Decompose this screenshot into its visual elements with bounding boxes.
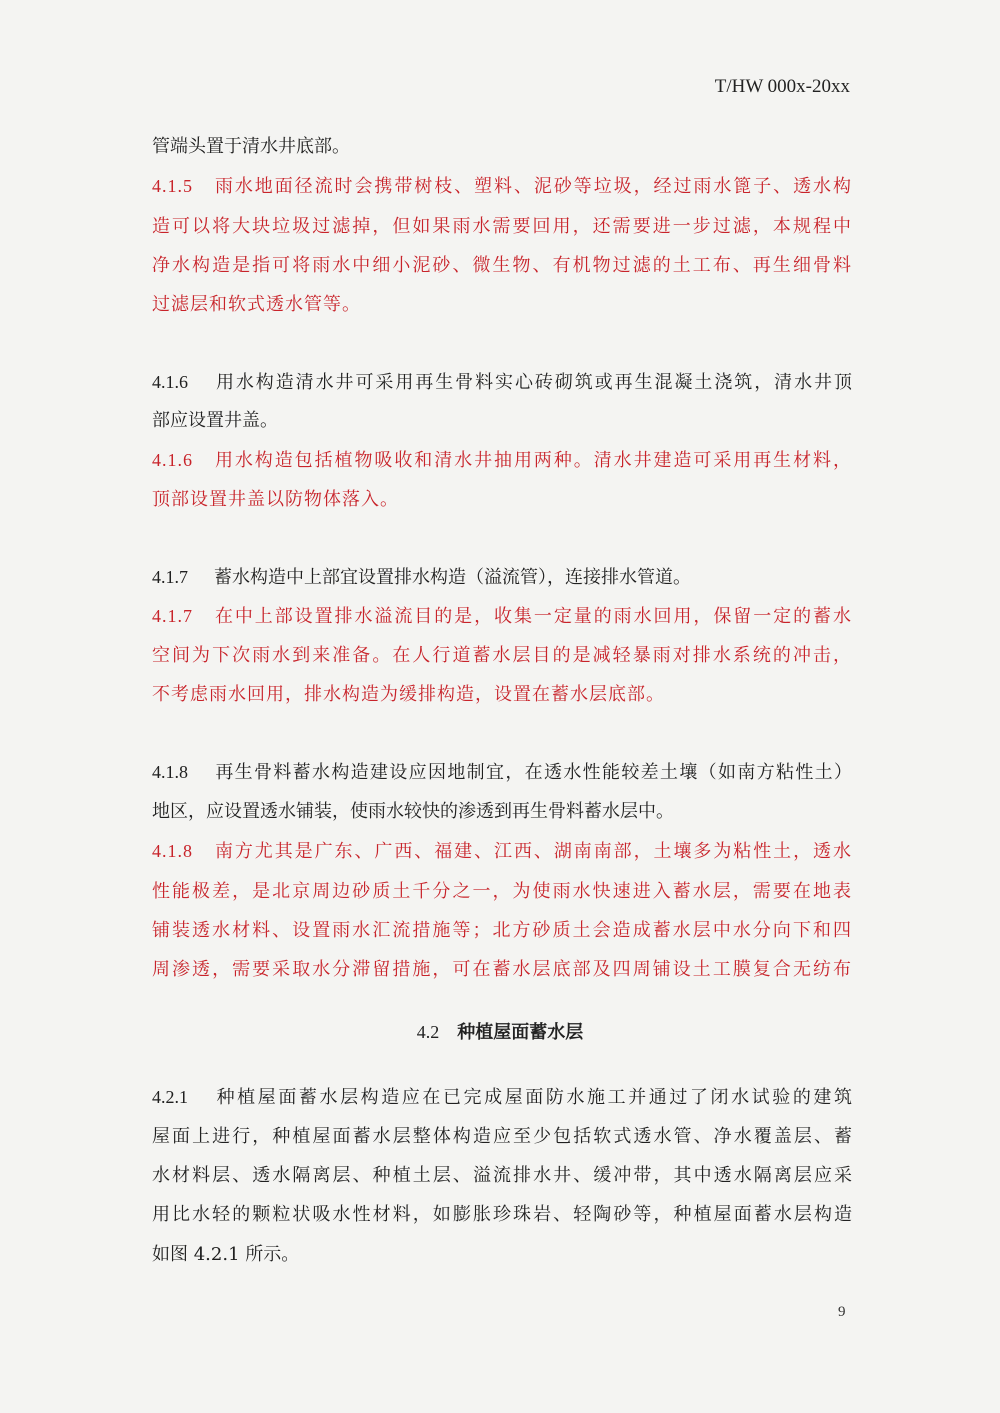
clause-4-1-8-line-1: 4.1.8 再生骨料蓄水构造建设应因地制宜，在透水性能较差土壤（如南方粘性土） [152, 762, 852, 783]
clause-4-2-1-line-5: 如图 4.2.1 所示。 [152, 1244, 300, 1265]
clause-number: 4.2.1 [152, 1087, 188, 1107]
commentary-4-1-7-line-2: 空间为下次雨水到来准备。在人行道蓄水层目的是减轻暴雨对排水系统的冲击， [152, 645, 852, 666]
clause-4-1-6-line-2: 部应设置井盖。 [152, 410, 278, 431]
commentary-4-1-7-line-3: 不考虑雨水回用，排水构造为缓排构造，设置在蓄水层底部。 [152, 684, 665, 705]
text-line: 管端头置于清水井底部。 [152, 136, 350, 157]
clause-number: 4.1.6 [152, 450, 193, 470]
section-heading [0, 1018, 1000, 1044]
clause-4-1-6-line-1: 4.1.6 用水构造清水井可采用再生骨料实心砖砌筑或再生混凝土浇筑，清水井顶 [152, 372, 852, 393]
clause-number: 4.1.6 [152, 372, 188, 392]
commentary-4-1-5-line-1: 4.1.5 雨水地面径流时会携带树枝、塑料、泥砂等垃圾，经过雨水篦子、透水构 [152, 176, 852, 197]
commentary-4-1-5-line-3: 净水构造是指可将雨水中细小泥砂、微生物、有机物过滤的土工布、再生细骨料 [152, 255, 852, 276]
clause-4-2-1-line-2: 屋面上进行，种植屋面蓄水层整体构造应至少包括软式透水管、净水覆盖层、蓄 [152, 1126, 852, 1147]
document-code: T/HW 000x-20xx [714, 76, 850, 97]
clause-4-1-7-line-1: 4.1.7 蓄水构造中上部宜设置排水构造（溢流管），连接排水管道。 [152, 567, 691, 588]
clause-4-2-1-line-3: 水材料层、透水隔离层、种植土层、溢流排水井、缓冲带，其中透水隔离层应采 [152, 1165, 852, 1186]
commentary-4-1-6-line-2: 顶部设置井盖以防物体落入。 [152, 489, 399, 510]
section-number: 4.2 [416, 1022, 440, 1042]
clause-4-2-1-line-1: 4.2.1 种植屋面蓄水层构造应在已完成屋面防水施工并通过了闭水试验的建筑 [152, 1087, 852, 1108]
clause-number: 4.1.5 [152, 176, 193, 196]
commentary-4-1-8-line-2: 性能极差，是北京周边砂质土千分之一，为使雨水快速进入蓄水层，需要在地表 [152, 881, 852, 902]
commentary-4-1-6-line-1: 4.1.6 用水构造包括植物吸收和清水井抽用两种。清水井建造可采用再生材料， [152, 450, 852, 471]
commentary-4-1-8-line-1: 4.1.8 南方尤其是广东、广西、福建、江西、湖南南部，土壤多为粘性土，透水 [152, 841, 852, 862]
clause-number: 4.1.8 [152, 841, 193, 861]
page-number: 9 [838, 1304, 846, 1320]
clause-number: 4.1.7 [152, 606, 193, 626]
clause-number: 4.1.8 [152, 762, 188, 782]
commentary-4-1-5-line-2: 造可以将大块垃圾过滤掉，但如果雨水需要回用，还需要进一步过滤，本规程中 [152, 216, 852, 237]
clause-4-1-8-line-2: 地区，应设置透水铺装，使雨水较快的渗透到再生骨料蓄水层中。 [152, 801, 674, 822]
commentary-4-1-7-line-1: 4.1.7 在中上部设置排水溢流目的是，收集一定量的雨水回用，保留一定的蓄水 [152, 606, 852, 627]
section-title: 种植屋面蓄水层 [457, 1022, 584, 1043]
commentary-4-1-5-line-4: 过滤层和软式透水管等。 [152, 294, 361, 315]
clause-4-2-1-line-4: 用比水轻的颗粒状吸水性材料，如膨胀珍珠岩、轻陶砂等，种植屋面蓄水层构造 [152, 1204, 852, 1225]
commentary-4-1-8-line-4: 周渗透，需要采取水分滞留措施，可在蓄水层底部及四周铺设土工膜复合无纺布 [152, 959, 852, 980]
commentary-4-1-8-line-3: 铺装透水材料、设置雨水汇流措施等；北方砂质土会造成蓄水层中水分向下和四 [152, 920, 852, 941]
clause-number: 4.1.7 [152, 567, 188, 587]
